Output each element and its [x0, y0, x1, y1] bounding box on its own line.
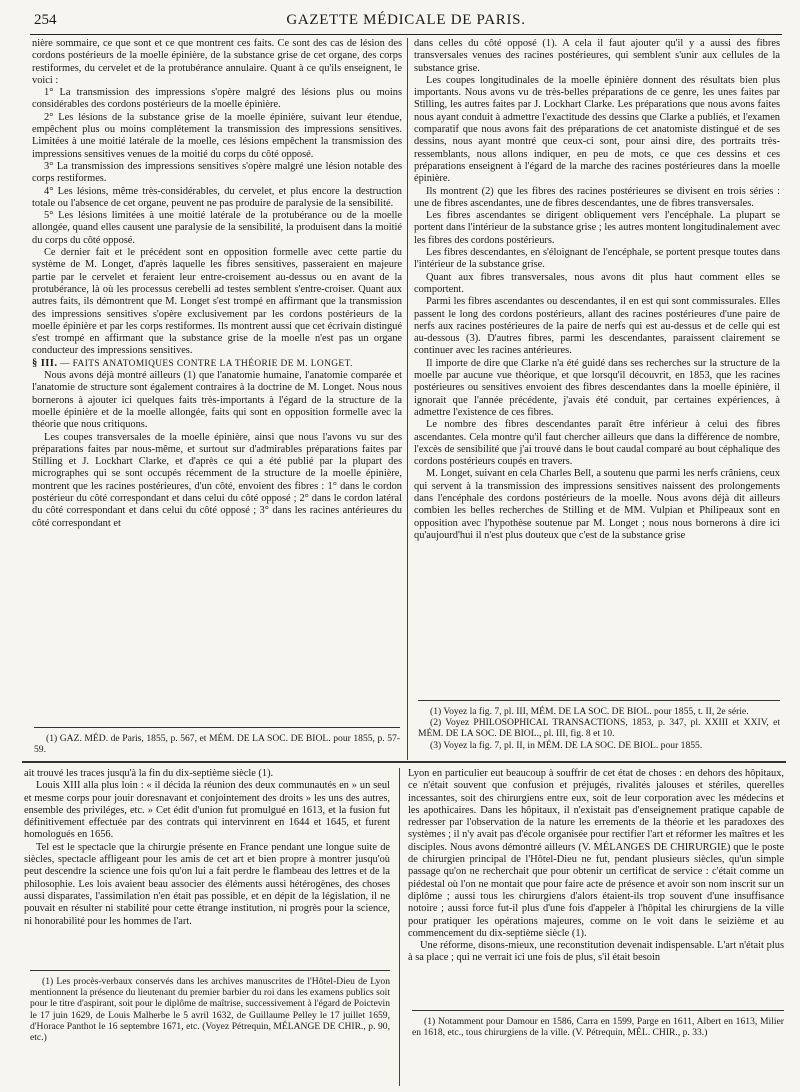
column-divider	[399, 768, 400, 1086]
section-title: — FAITS ANATOMIQUES CONTRE LA THÉORIE DE M. LONGET.	[60, 358, 353, 369]
footnote: (2) Voyez PHILOSOPHICAL TRANSACTIONS, 1853, p. 347, pl. XXIII et XXIV, et MÉM. DE LA SOC. DE BIOL., pl. III, fig. 8 et 10.	[418, 717, 780, 740]
paragraph: 2° Les lésions de la substance grise de la moelle épinière, suivant leur étendue, empêchent plus ou moins complétement la transmission des impressions sensitives. Limitées à une moitié latérale de la moelle, ces lésions empêchent la transmission des impressions sensitives venues de la moitié du corps du côté opposé.	[32, 111, 402, 160]
column-divider	[407, 38, 408, 760]
paragraph: M. Longet, suivant en cela Charles Bell, a soutenu que parmi les nerfs crâniens, ceux qui servent à la transmission des impressions sensitives naissent des prolongements dans l'encéphale des cordons postérieurs de la moelle. Nous avons déjà dit ailleurs combien les belles recherches de Stilling et de MM. Vulpian et Philipeaux sont en opposition avec l'hypothèse soutenue par M. Longet ; nous nous bornerons à dire ici qu'aujourd'hui il n'est plus douteux que c'est de la substance grise	[414, 468, 780, 541]
footnotes-right	[418, 706, 780, 751]
paragraph: dans celles du côté opposé (1). A cela il faut ajouter qu'il y a aussi des fibres transversales venues des racines postérieures, qui semblent s'unir aux cellules de la substance grise.	[414, 38, 780, 74]
footnote-rule	[412, 1010, 784, 1011]
article-column-left	[32, 38, 402, 530]
paragraph: Lyon en particulier eut beaucoup à souffrir de cet état de choses : en dehors des hôpitaux, ce n'était souvent que confusion et préjugés, rivalités jalouses et stériles, querelles incessantes, soit des chirurgiens entre eux, soit de leur corporation avec les médecins et les apothicaires. Dans les hôpitaux, il n'existait pas d'enseignement pratique capable de redresser par l'observation de la nature les errements de la théorie et les paradoxes des systèmes ; il n'y avait pas d'école organisée pour rectifier l'art et réformer les maîtres et les disciples. Nous avons démontré ailleurs (V. MÉLANGES DE CHIRURGIE) que le poste de chirurgien principal de l'Hôtel-Dieu ne fut, pendant plusieurs siècles, qu'un simple passage qu'on ne recherchait que pour obtenir un certificat de service : c'était comme un piédestal où l'on ne montait que pour faire acte de présence et avoir son nom inscrit sur un diplôme ; aussi tous les chirurgiens d'alors étaient-ils trop souvent d'une insuffisance notoire ; aussi force fut-il plus d'une fois d'appeler à l'hôpital les chirurgiens de la ville pour pratiquer les opérations majeures, comme on le voit dans le seizième et au commencement du dix-septième siècle (1).	[408, 768, 784, 939]
paragraph: Nous avons déjà montré ailleurs (1) que l'anatomie humaine, l'anatomie comparée et l'anatomie de structure sont également contraires à la doctrine de M. Longet. Nous nous bornerons à ajouter ici quelques faits très-importants à l'égard de la structure de la moelle épinière et de la moelle allongée, faits qui sont en opposition formelle avec la théorie que nous critiquons.	[32, 370, 402, 431]
page-header	[30, 8, 782, 35]
paragraph: Quant aux fibres transversales, nous avons dit plus haut comment elles se comportent.	[414, 271, 780, 295]
paragraph: 4° Les lésions, même très-considérables, du cervelet, et plus encore la destruction totale ou l'absence de cet organe, peuvent ne pas produire de paralysie de la sensibilité.	[32, 185, 402, 209]
article-separator	[22, 761, 786, 763]
journal-title: GAZETTE MÉDICALE DE PARIS.	[286, 12, 526, 28]
footnotes-left	[34, 733, 400, 755]
paragraph: ait trouvé les traces jusqu'à la fin du dix-septième siècle (1).	[24, 768, 274, 779]
paragraph: Parmi les fibres ascendantes ou descendantes, il en est qui sont commissurales. Elles passent le long des cordons postérieurs, allant des racines postérieures d'une paire de nerfs aux racines postérieures de la paire de nerfs qui est au-dessus et de celle qui est au-dessous (3). D'autres fibres, parmi les descendantes, paraissent clairement se continuer avec les racines antérieures.	[414, 296, 780, 357]
footnote: (1) Les procès-verbaux conservés dans les archives manuscrites de l'Hôtel-Dieu de Lyon mentionnent la présence du lieutenant du premier barbier du roi dans les examens publics soit pour le titre d'aspirant, soit pour le diplôme de maîtrise, successivement à l'égard de Poictevin le 17 juin 1629, de Louis Malherbe le 5 avril 1632, de Guillaume Pelley le 17 juillet 1659, d'Horace Panthot le 16 septembre 1671, etc. (Voyez Pétrequin, MÉLANGE DE CHIR., p. 90, etc.)	[30, 976, 390, 1044]
paragraph: 3° La transmission des impressions sensitives s'opère malgré une lésion notable des corps restiformes.	[32, 160, 402, 185]
section-heading	[32, 358, 402, 370]
paragraph: 1° La transmission des impressions s'opère malgré des lésions plus ou moins considérables des cordons postérieurs de la moelle épinière.	[32, 87, 402, 111]
paragraph: Une réforme, disons-mieux, une reconstitution devenait indispensable. L'art n'était plus à sa place ; qui ne verrait ici une fois de plus, s'il était besoin	[408, 940, 784, 964]
paragraph: Tel est le spectacle que la chirurgie présente en France pendant une longue suite de siècles, spectacle affligeant pour les amis de cet art et bien propre à montrer jusqu'où peut descendre la science une fois qu'on lui a fait perdre le flambeau des lettres et de la philosophie. Les lois avaient beau associer des éléments aussi hétérogènes, des choses aussi disparates, l'assimilation n'en était pas possible, et en dépit de la législation, il ne pouvait en résulter ni stabilité pour cette étrange institution, ni progrès pour la science, ni honorabilité pour les hommes de l'art.	[24, 841, 390, 927]
footnote: (1) GAZ. MÉD. de Paris, 1855, p. 567, et MÉM. DE LA SOC. DE BIOL. pour 1855, p. 57-59.	[34, 733, 400, 756]
footnote-rule	[30, 970, 390, 971]
paragraph: Les coupes longitudinales de la moelle épinière donnent des résultats bien plus importants. Nous avons vu de très-belles préparations de ce genre, les unes faites par Stilling, les autres faites par J. Lockhart Clarke. Les préparations que nous avons faites nous ayant conduit à admettre l'exactitude des dessins que Clarke a publiés, et l'examen comparatif que nous avons fait des préparations de cet anatomiste distingué et de ses dessins, nous ayant montré que ceux-ci sont, pour ainsi dire, des portraits très-ressemblants, nous allons indiquer, en peu de mots, ce que ces dessins et ces préparations enseignent à l'égard de la marche des racines postérieures dans la moelle épinière.	[414, 74, 780, 185]
paragraph: Les fibres descendantes, en s'éloignant de l'encéphale, se portent presque toutes dans l'intérieur de la substance grise.	[414, 247, 780, 271]
paragraph: Les fibres ascendantes se dirigent obliquement vers l'encéphale. La plupart se portent dans l'intérieur de la substance grise ; les autres montent longitudinalement avec les fibres des cordons postérieurs.	[414, 210, 780, 246]
feuilleton-column-left	[24, 768, 390, 928]
feuilleton-footnotes-right	[412, 1016, 784, 1038]
paragraph: Les coupes transversales de la moelle épinière, ainsi que nous l'avons vu sur des préparations faites par nous-même, et surtout sur d'admirables préparations faites par Stilling et J. Lockhart Clarke, et d'après ce qui a été publié par la plupart des micrographes qui se sont occupés récemment de la structure de la moelle épinière, montrent que les racines postérieures, d'un côté, envoient des fibres : 1° dans le cordon postérieur du côté correspondant et dans celui du côté opposé ; 2° dans le cordon latéral du côté correspondant et dans celui du côté opposé ; 3° dans les racines antérieures du côté correspondant et	[32, 431, 402, 529]
feuilleton-footnotes-left	[30, 976, 390, 1043]
paragraph: nière sommaire, ce que sont et ce que montrent ces faits. Ce sont des cas de lésion des cordons postérieurs de la moelle épinière, de la substance grise de cet organe, des corps restiformes, du cervelet et de la protubérance annulaire. Quant à ce qu'ils enseignent, le voici :	[32, 38, 402, 86]
footnote-rule	[418, 700, 780, 701]
footnote-rule	[34, 727, 400, 728]
footnote: (3) Voyez la fig. 7, pl. II, in MÉM. DE LA SOC. DE BIOL. pour 1855.	[430, 739, 703, 751]
paragraph: Louis XIII alla plus loin : « il décida la réunion des deux communautés en » un seul et mesme corps pour jouir doresnavant et conjointement des droits » les uns des autres, ensemble des priviléges, etc. » Cet édit d'union fut promulgué en 1613, et la fusion fut définitivement effectuée par des contrats qui intervinrent en 1644 et 1645, et furent homologués en 1656.	[24, 780, 390, 841]
paragraph: Ils montrent (2) que les fibres des racines postérieures se divisent en trois séries : une de fibres ascendantes, une de fibres descendantes, une de fibres transversales.	[414, 185, 780, 209]
footnote: (1) Notamment pour Damour en 1586, Carra en 1599, Parge en 1611, Albert en 1613, Milier en 1618, etc., tous chirurgiens de la ville. (V. Pétrequin, MÉL. CHIR., p. 33.)	[412, 1016, 784, 1039]
paragraph: 5° Les lésions limitées à une moitié latérale de la protubérance ou de la moelle allongée, quand elles causent une paralysie de la sensibilité, la produisent dans la moitié du corps du côté opposé.	[32, 210, 402, 246]
paragraph: Il importe de dire que Clarke n'a été guidé dans ses recherches sur la structure de la moelle par aucune vue théorique, et que lorsqu'il découvrit, en 1853, que les racines postérieures ou sensitives envoient des fibres descendantes dans la moelle épinière, il ignorait que l'année précédente, j'avais été conduit, par certaines expériences, à admettre l'existence de ces fibres.	[414, 357, 780, 418]
paragraph: Le nombre des fibres descendantes paraît être inférieur à celui des fibres ascendantes. Cela montre qu'il faut chercher ailleurs que dans la différence de nombre, l'excès de sensibilité que j'ai trouvé dans le bout caudal comparé au bout céphalique des cordons postérieurs coupés en travers.	[414, 419, 780, 468]
page-number: 254	[34, 12, 57, 28]
footnote: (1) Voyez la fig. 7, pl. III, MÉM. DE LA SOC. DE BIOL. pour 1855, t. II, 2e série.	[430, 706, 749, 717]
feuilleton-column-right	[408, 768, 784, 965]
section-number: § III.	[32, 357, 58, 369]
article-column-right	[414, 38, 780, 542]
paragraph: Ce dernier fait et le précédent sont en opposition formelle avec cette partie du système de M. Longet, d'après laquelle les fibres sensitives, passeraient en majeure partie par le cervelet et feraient leur entre-croisement au-dessus ou en avant de la protubérance, là où les processus cerebelli ad testes semblent s'entre-croiser. Quant aux autres faits, ils démontrent que M. Longet s'est trompé en affirmant que la transmission des impressions sensitives s'opère exclusivement par les cordons postérieurs de la moelle épinière et par les corps restiformes. Ils montrent aussi que cet écrivain distingué s'est trompé en affirmant que la substance grise de la moelle n'est pas un organe conducteur des impressions sensitives.	[32, 247, 402, 357]
